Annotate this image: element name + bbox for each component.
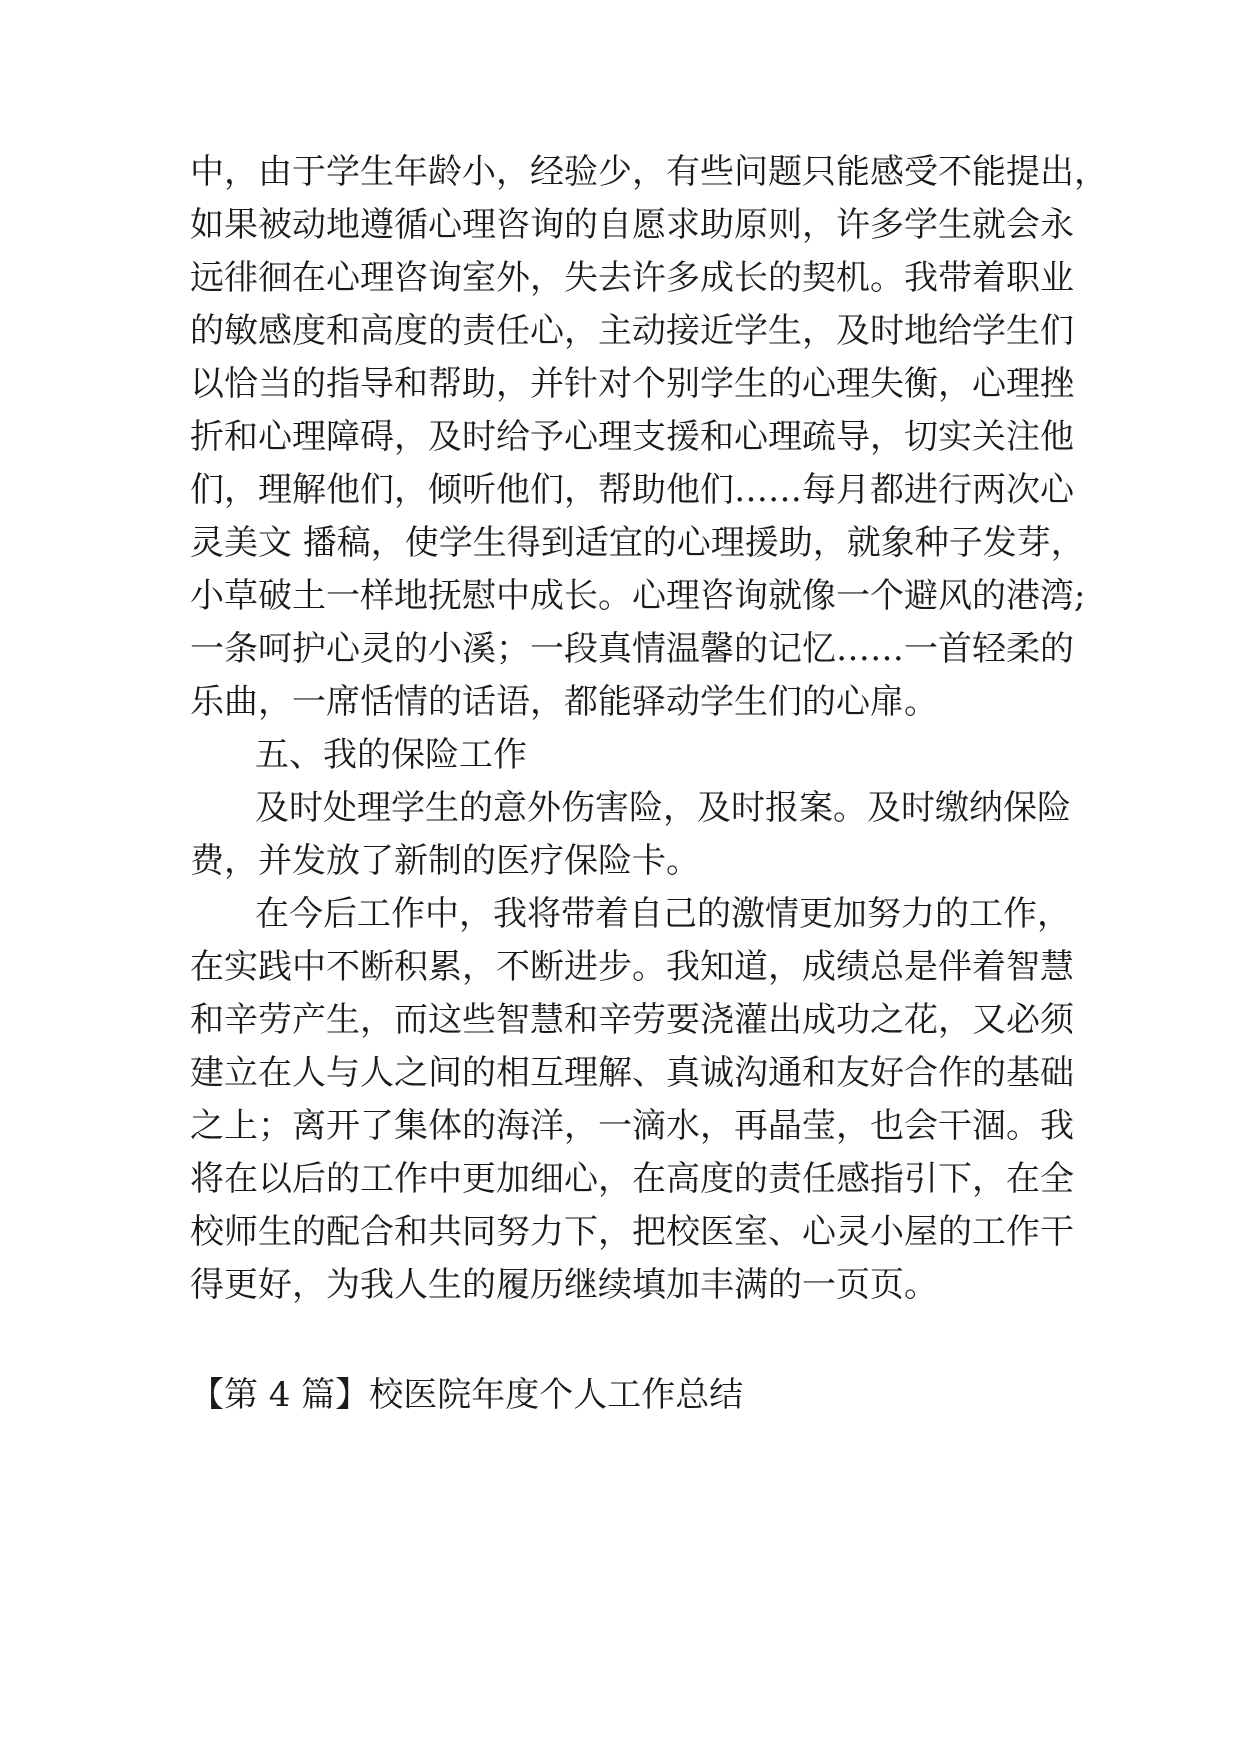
article-heading: 【第 4 篇】校医院年度个人工作总结 (190, 1375, 744, 1415)
paragraph-line: 的敏感度和高度的责任心，主动接近学生，及时地给学生们 (190, 311, 1074, 351)
paragraph-line: 小草破土一样地抚慰中成长。心理咨询就像一个避风的港湾; (190, 576, 1086, 616)
paragraph-line: 乐曲，一席恬情的话语，都能驿动学生们的心扉。 (190, 682, 938, 722)
paragraph-line: 一条呵护心灵的小溪；一段真情温馨的记忆……一首轻柔的 (190, 629, 1074, 669)
paragraph-line: 如果被动地遵循心理咨询的自愿求助原则，许多学生就会永 (190, 205, 1074, 245)
paragraph-line: 费，并发放了新制的医疗保险卡。 (190, 841, 700, 881)
paragraph-line: 中，由于学生年龄小，经验少，有些问题只能感受不能提出， (190, 152, 1108, 192)
paragraph-line: 们，理解他们，倾听他们，帮助他们……每月都进行两次心 (190, 470, 1074, 510)
paragraph-line: 校师生的配合和共同努力下，把校医室、心灵小屋的工作干 (190, 1212, 1074, 1252)
paragraph-line: 和辛劳产生，而这些智慧和辛劳要浇灌出成功之花，又必须 (190, 1000, 1074, 1040)
paragraph-line: 在今后工作中，我将带着自己的激情更加努力的工作， (255, 894, 1071, 934)
paragraph-line: 远徘徊在心理咨询室外，失去许多成长的契机。我带着职业 (190, 258, 1074, 298)
paragraph-line: 灵美文 播稿，使学生得到适宜的心理援助，就象种子发芽， (190, 523, 1085, 563)
paragraph-line: 得更好，为我人生的履历继续填加丰满的一页页。 (190, 1265, 938, 1305)
paragraph-line: 及时处理学生的意外伤害险，及时报案。及时缴纳保险 (255, 788, 1071, 828)
paragraph-line: 将在以后的工作中更加细心，在高度的责任感指引下，在全 (190, 1159, 1074, 1199)
paragraph-line: 在实践中不断积累，不断进步。我知道，成绩总是伴着智慧 (190, 947, 1074, 987)
paragraph-line: 建立在人与人之间的相互理解、真诚沟通和友好合作的基础 (190, 1053, 1074, 1093)
paragraph-line: 以恰当的指导和帮助，并针对个别学生的心理失衡，心理挫 (190, 364, 1074, 404)
paragraph-line: 之上；离开了集体的海洋，一滴水，再晶莹，也会干涸。我 (190, 1106, 1074, 1146)
paragraph-line: 折和心理障碍，及时给予心理支援和心理疏导，切实关注他 (190, 417, 1074, 457)
section-heading: 五、我的保险工作 (255, 735, 527, 775)
